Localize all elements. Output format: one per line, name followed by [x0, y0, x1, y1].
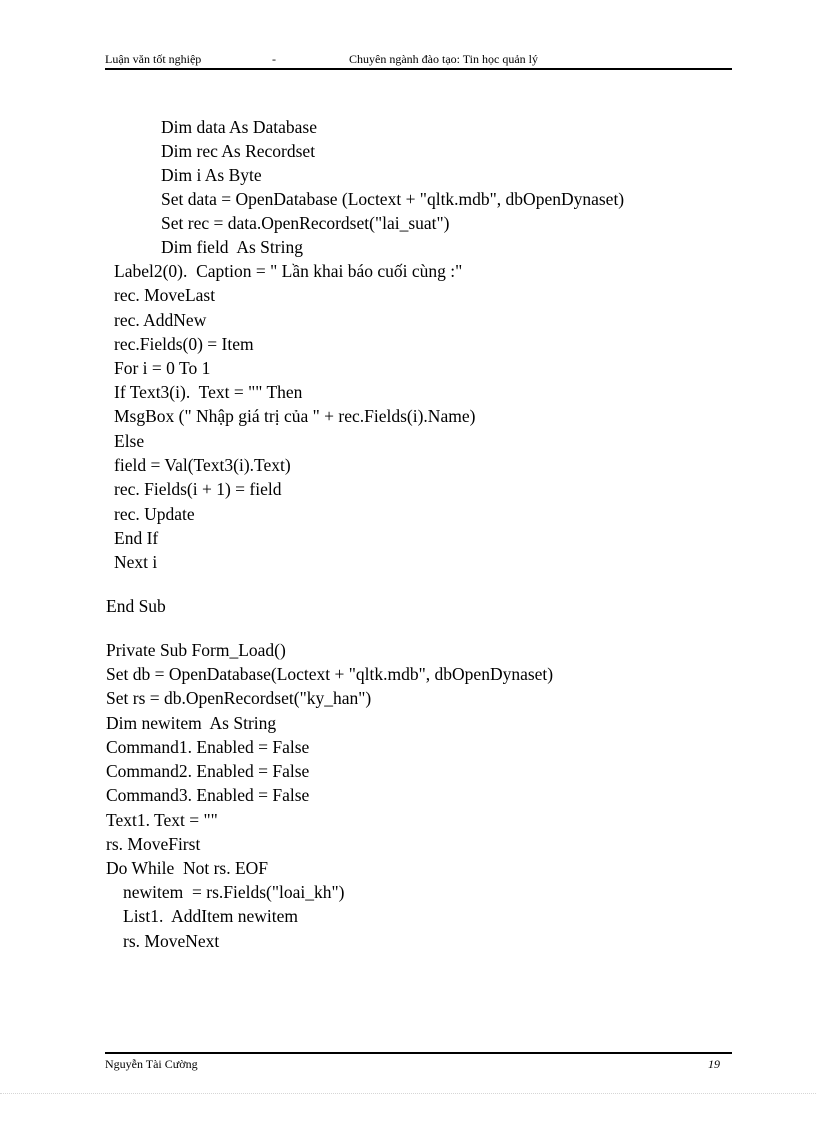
code-line: Set rs = db.OpenRecordset("ky_han")	[106, 688, 372, 708]
code-line: Set rec = data.OpenRecordset("lai_suat")	[161, 213, 450, 233]
code-line: MsgBox (" Nhập giá trị của " + rec.Fields(i).Name)	[114, 406, 476, 426]
code-line: List1. AddItem newitem	[123, 906, 298, 926]
code-line: End If	[114, 528, 159, 548]
code-line: End Sub	[106, 596, 166, 616]
code-line: Next i	[114, 552, 158, 572]
code-line: rec. MoveLast	[114, 285, 216, 305]
code-line: Command3. Enabled = False	[106, 785, 310, 805]
code-line: rec.Fields(0) = Item	[114, 334, 254, 354]
code-line: field = Val(Text3(i).Text)	[114, 455, 291, 475]
page-number: 19	[708, 1057, 720, 1071]
code-line: Text1. Text = ""	[106, 810, 218, 830]
code-line: Set data = OpenDatabase (Loctext + "qltk.mdb", dbOpenDynaset)	[161, 189, 625, 209]
header-separator: -	[272, 52, 276, 66]
header-thesis-label: Luận văn tốt nghiệp	[105, 52, 202, 66]
code-line: Dim data As Database	[161, 117, 317, 137]
code-line: Else	[114, 431, 145, 451]
footer-rule	[105, 1052, 732, 1054]
code-line: Dim i As Byte	[161, 165, 262, 185]
code-line: rec. Update	[114, 504, 195, 524]
code-line: If Text3(i). Text = "" Then	[114, 382, 303, 402]
header-rule	[105, 68, 732, 70]
page-footer	[105, 1057, 732, 1075]
code-line: rs. MoveFirst	[106, 834, 201, 854]
code-line: Set db = OpenDatabase(Loctext + "qltk.mdb", dbOpenDynaset)	[106, 664, 554, 684]
code-line: Label2(0). Caption = " Lần khai báo cuối cùng :"	[114, 261, 463, 281]
code-line: Dim newitem As String	[106, 713, 277, 733]
code-line: Command1. Enabled = False	[106, 737, 310, 757]
code-line: Dim rec As Recordset	[161, 141, 316, 161]
code-line: Do While Not rs. EOF	[106, 858, 269, 878]
footer-author: Nguyễn Tài Cường	[105, 1057, 198, 1071]
code-line: rs. MoveNext	[123, 931, 220, 951]
code-line: Command2. Enabled = False	[106, 761, 310, 781]
code-line: rec. Fields(i + 1) = field	[114, 479, 282, 499]
code-line: Dim field As String	[161, 237, 303, 257]
code-line: For i = 0 To 1	[114, 358, 211, 378]
code-line: newitem = rs.Fields("loai_kh")	[123, 882, 345, 902]
header-major-label: Chuyên ngành đào tạo: Tin học quản lý	[349, 52, 538, 66]
code-line: rec. AddNew	[114, 310, 207, 330]
code-line: Private Sub Form_Load()	[106, 640, 286, 660]
page-bottom-dotted-border	[0, 1093, 816, 1094]
